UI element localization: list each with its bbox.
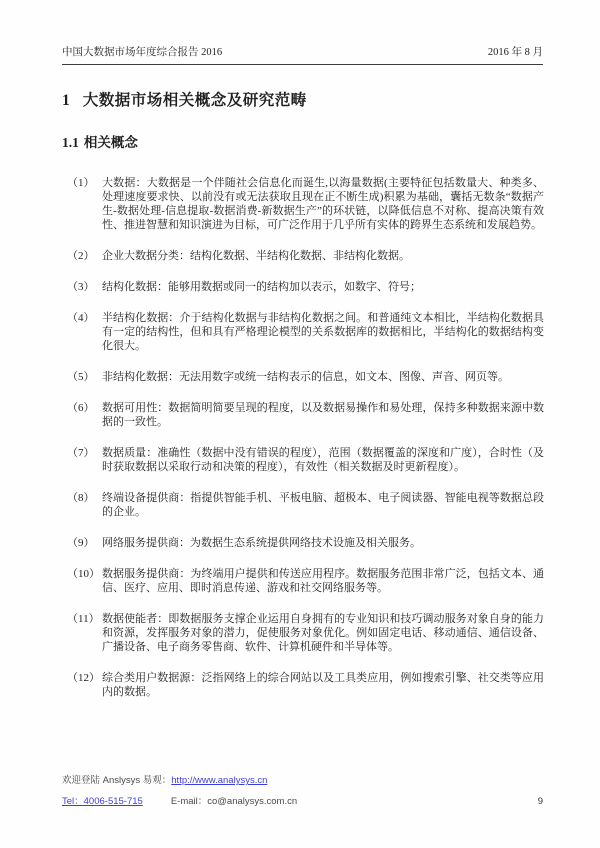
footer-welcome-line [62, 772, 543, 786]
page-header [62, 44, 543, 65]
item-number: （11） [67, 613, 100, 625]
page-number: 9 [537, 796, 543, 807]
subsection-number: 1.1 [62, 135, 79, 150]
item-text: 非结构化数据：无法用数字或统一结构表示的信息，如文本、图像、声音、网页等。 [102, 371, 509, 383]
list-item [67, 491, 544, 519]
item-text: 结构化数据：能够用数据或同一的结构加以表示，如数字、符号； [102, 281, 421, 293]
section-heading [62, 88, 307, 110]
item-text: 大数据：大数据是一个伴随社会信息化而诞生,以海量数据(主要特征包括数量大、种类多、处理速度要求快、以前没有或无法获取且现在正不断生成)积累为基础，囊括无数条“数据产生-数据处理-信息提取-数据消费-新数据生产”的环状链，以降低信息不对称、提高决策有效性、推进智慧和知识演进为目标，可广泛作用于几乎所有实体的跨界生态系统和发展趋势。 [102, 177, 544, 231]
item-text: 网络服务提供商：为数据生态系统提供网络技术设施及相关服务。 [102, 537, 421, 549]
list-item [67, 671, 544, 699]
item-number: （8） [67, 492, 95, 504]
item-number: （5） [67, 371, 95, 383]
header-title: 中国大数据市场年度综合报告 2016 [62, 47, 223, 58]
item-number: （4） [67, 312, 95, 324]
list-item [67, 567, 544, 595]
footer-contact-line [62, 793, 543, 807]
item-number: （10） [67, 568, 100, 580]
item-number: （9） [67, 537, 95, 549]
item-number: （7） [67, 447, 95, 459]
item-text: 数据服务提供商：为终端用户提供和传送应用程序。数据服务范围非常广泛，包括文本、通信、医疗、应用、即时消息传递、游戏和社交网络服务等。 [102, 568, 544, 594]
item-number: （12） [67, 672, 100, 684]
list-item [67, 176, 544, 232]
list-item [67, 401, 544, 429]
item-text: 数据质量：准确性（数据中没有错误的程度），范围（数据覆盖的深度和广度），合时性（及时获取数据以采取行动和决策的程度），有效性（相关数据及时更新程度）。 [102, 447, 544, 473]
tel-link[interactable]: Tel：4006-515-715 [62, 796, 143, 807]
list-item [67, 446, 544, 474]
item-number: （6） [67, 402, 95, 414]
item-text: 数据可用性：数据简明简要呈现的程度，以及数据易操作和易处理，保持多种数据来源中数据的一致性。 [102, 402, 544, 428]
item-text: 数据使能者：即数据服务支撑企业运用自身拥有的专业知识和技巧调动服务对象自身的能力和资源，发挥服务对象的潜力，促使服务对象优化。例如固定电话、移动通信、通信设备、广播设备、电子商务零售商、软件、计算机硬件和半导体等。 [102, 613, 544, 653]
item-number: （3） [67, 281, 95, 293]
list-item [67, 280, 544, 294]
section-title: 大数据市场相关概念及研究范畴 [82, 92, 307, 109]
footer-welcome-text: 欢迎登陆 Anslysys 易观： [62, 775, 172, 786]
page-footer [62, 772, 543, 807]
subsection-title: 相关概念 [83, 135, 138, 150]
item-text: 终端设备提供商：指提供智能手机、平板电脑、超极本、电子阅读器、智能电视等数据总段的企业。 [102, 492, 544, 518]
list-item [67, 536, 544, 550]
subsection-heading [62, 131, 138, 151]
list-item [67, 311, 544, 353]
item-text: 企业大数据分类：结构化数据、半结构化数据、非结构化数据。 [102, 250, 410, 262]
list-item [67, 249, 544, 263]
concept-list [67, 176, 544, 716]
item-number: （1） [67, 177, 95, 189]
list-item [67, 370, 544, 384]
item-number: （2） [67, 250, 95, 262]
section-number: 1 [62, 92, 70, 109]
email-text: E-mail：co@analysys.com.cn [170, 796, 298, 807]
website-link[interactable]: http://www.analysys.cn [171, 775, 268, 786]
item-text: 综合类用户数据源：泛指网络上的综合网站以及工具类应用，例如搜索引擎、社交类等应用内的数据。 [102, 672, 544, 698]
list-item [67, 612, 544, 654]
header-date: 2016 年 8 月 [487, 47, 543, 58]
item-text: 半结构化数据：介于结构化数据与非结构化数据之间。和普通纯文本相比，半结构化数据具有一定的结构性，但和具有严格理论模型的关系数据库的数据相比，半结构化的数据结构变化很大。 [102, 312, 544, 352]
